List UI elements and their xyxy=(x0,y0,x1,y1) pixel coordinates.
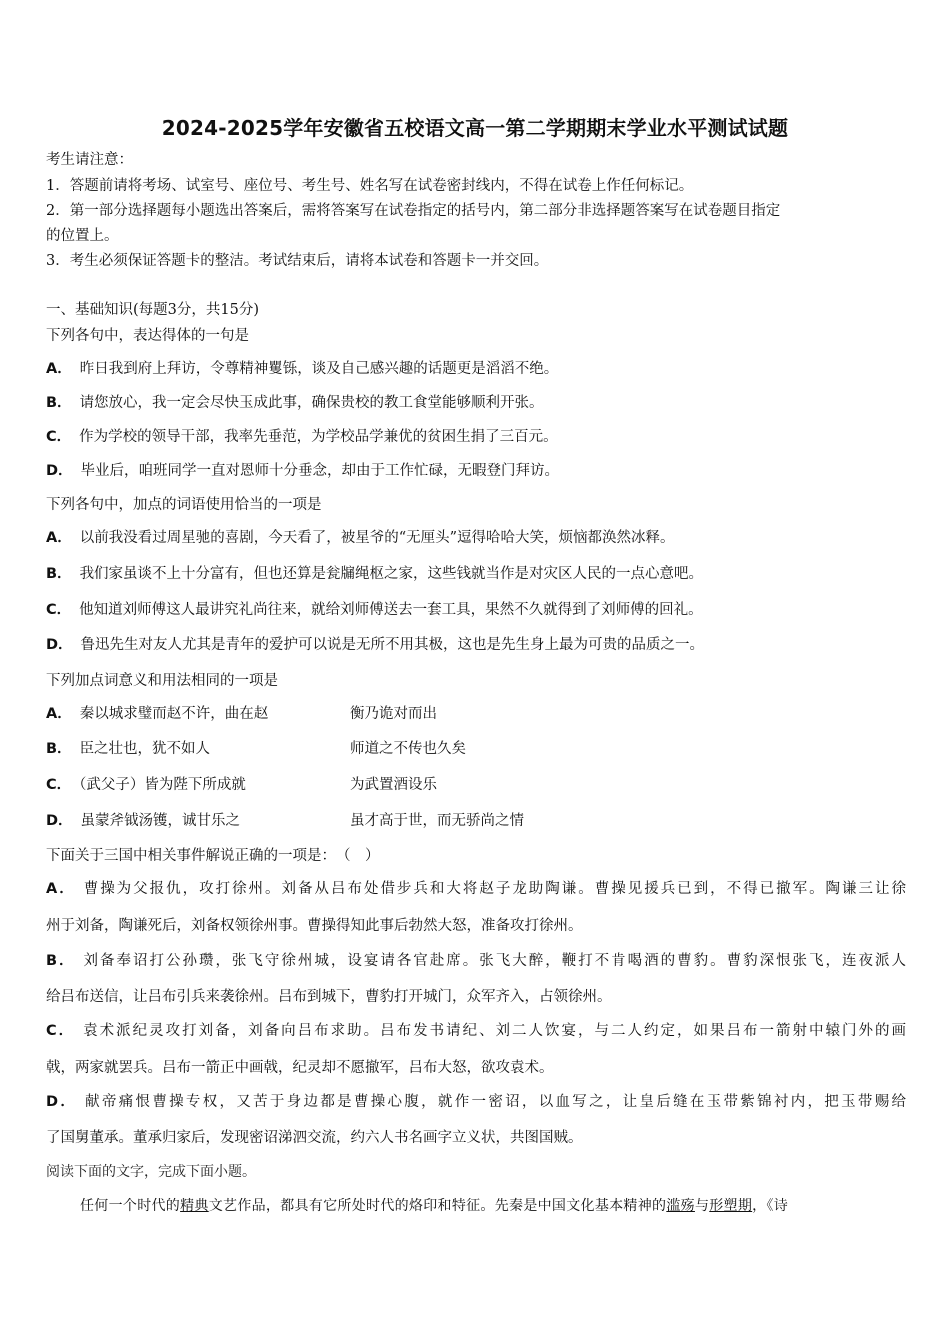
q3-option-d-right: 虽才高于世，而无骄尚之情 xyxy=(350,813,524,829)
notice-item-3: 3．考生必须保证答题卡的整洁。考试结束后，请将本试卷和答题卡一并交回。 xyxy=(46,253,549,269)
q2-option-d xyxy=(46,635,704,655)
q3-stem: 下列加点词意义和用法相同的一项是 xyxy=(46,673,278,689)
passage-text: 任何一个时代的 xyxy=(80,1198,181,1214)
option-text: 作为学校的领导干部，我率先垂范，为学校品学兼优的贫困生捐了三百元。 xyxy=(79,429,558,445)
underlined-word: 滥殇 xyxy=(666,1198,695,1214)
q2-stem: 下列各句中，加点的词语使用恰当的一项是 xyxy=(46,497,322,513)
option-text-left: 虽蒙斧钺汤镬，诚甘乐之 xyxy=(80,813,241,829)
option-text: 毕业后，咱班同学一直对恩师十分垂念，却由于工作忙碌，无暇登门拜访。 xyxy=(80,463,560,479)
option-text: 他知道刘师傅这人最讲究礼尚往来，就给刘师傅送去一套工具，果然不久就得到了刘师傅的回礼。 xyxy=(79,602,703,618)
option-label: B． xyxy=(46,953,76,969)
option-label: A． xyxy=(46,881,76,897)
option-text: 请您放心，我一定会尽快玉成此事，确保贵校的教工食堂能够顺利开张。 xyxy=(79,395,544,411)
section-heading: 一、基础知识(每题3分，共15分) xyxy=(46,302,259,318)
q4-option-d xyxy=(46,1092,906,1112)
option-text: 献帝痛恨曹操专权，又苦于身边都是曹操心腹，就作一密诏，以血写之，让皇后缝在玉带紫锦衬内，把玉带赐给 xyxy=(85,1094,906,1110)
option-label: D． xyxy=(46,813,73,829)
option-label: D． xyxy=(46,637,73,653)
q4-option-b-cont: 给吕布送信，让吕布引兵来袭徐州。吕布到城下，曹豹打开城门，众军齐入，占领徐州。 xyxy=(46,989,612,1005)
passage-text: 文艺作品，都具有它所处时代的烙印和特征。先秦是中国文化基本精神的 xyxy=(208,1198,667,1214)
option-label: C． xyxy=(46,429,72,445)
q3-option-c xyxy=(46,775,246,795)
option-label: A． xyxy=(46,530,72,546)
passage-text: 与 xyxy=(694,1198,710,1214)
q3-option-b-right: 师道之不传也久矣 xyxy=(350,741,466,757)
q4-stem: 下面关于三国中相关事件解说正确的一项是： （ ） xyxy=(46,848,380,864)
option-label: A． xyxy=(46,361,72,377)
q2-option-c xyxy=(46,600,703,620)
page-title: 2024-2025学年安徽省五校语文高一第二学期期末学业水平测试试题 xyxy=(161,116,789,140)
option-label: D． xyxy=(46,463,73,479)
notice-item-2: 2．第一部分选择题每小题选出答案后，需将答案写在试卷指定的括号内，第二部分非选择题答案写在试卷题目指定 xyxy=(46,203,781,219)
q3-option-a xyxy=(46,704,268,724)
q1-stem: 下列各句中，表达得体的一句是 xyxy=(46,328,249,344)
option-label: C． xyxy=(46,1023,76,1039)
option-text: 我们家虽谈不上十分富有，但也还算是瓮牖绳枢之家，这些钱就当作是对灾区人民的一点心意吧。 xyxy=(79,566,704,582)
q2-option-b xyxy=(46,564,703,584)
option-text: 鲁迅先生对友人尤其是青年的爱护可以说是无所不用其极，这也是先生身上最为可贵的品质之一。 xyxy=(80,637,705,653)
option-text-left: 臣之壮也，犹不如人 xyxy=(79,741,211,757)
option-text: 曹操为父报仇，攻打徐州。刘备从吕布处借步兵和大将赵子龙助陶谦。曹操见援兵已到，不得已撤军。陶谦三让徐 xyxy=(83,881,906,897)
q4-option-b xyxy=(46,951,906,971)
option-label: D． xyxy=(46,1094,78,1110)
q1-option-d xyxy=(46,461,559,481)
option-text: 昨日我到府上拜访，令尊精神矍铄，谈及自己感兴趣的话题更是滔滔不绝。 xyxy=(79,361,559,377)
q1-option-a xyxy=(46,359,558,379)
option-label: A． xyxy=(46,706,72,722)
option-text-left: 秦以城求璧而赵不许，曲在赵 xyxy=(79,706,269,722)
option-label: B． xyxy=(46,741,72,757)
option-text: 以前我没看过周星驰的喜剧，今天看了，被星爷的“无厘头”逗得哈哈大笑，烦恼都涣然冰释。 xyxy=(79,530,675,546)
q4-option-a-cont: 州于刘备，陶谦死后，刘备权领徐州事。曹操得知此事后勃然大怒，准备攻打徐州。 xyxy=(46,918,583,934)
q3-option-c-right: 为武置酒设乐 xyxy=(350,777,437,793)
reading-passage xyxy=(80,1196,788,1216)
q3-option-a-right: 衡乃诡对而出 xyxy=(350,706,437,722)
q4-option-c-cont: 戟，两家就罢兵。吕布一箭正中画戟，纪灵却不愿撤军，吕布大怒，欲攻袁术。 xyxy=(46,1060,554,1076)
notice-heading: 考生请注意： xyxy=(46,152,133,168)
q2-option-a xyxy=(46,528,675,548)
reading-instruction: 阅读下面的文字，完成下面小题。 xyxy=(46,1164,256,1180)
underlined-word: 精典 xyxy=(180,1198,209,1214)
option-label: B． xyxy=(46,395,72,411)
option-label: C． xyxy=(46,777,72,793)
option-label: C． xyxy=(46,602,72,618)
option-label: B． xyxy=(46,566,72,582)
option-text: 刘备奉诏打公孙瓒，张飞守徐州城，设宴请各官赴席。张飞大醉，鞭打不肯喝酒的曹豹。曹豹深恨张飞，连夜派人 xyxy=(83,953,906,969)
q4-option-c xyxy=(46,1021,906,1041)
q1-option-c xyxy=(46,427,558,447)
q3-option-b xyxy=(46,739,210,759)
q3-option-d xyxy=(46,811,240,831)
q4-option-d-cont: 了国舅董承。董承归家后，发现密诏涕泗交流，约六人书名画字立义状，共图国贼。 xyxy=(46,1130,583,1146)
q4-option-a xyxy=(46,879,906,899)
underlined-word: 形塑期 xyxy=(709,1198,753,1214)
option-text-left: （武父子）皆为陛下所成就 xyxy=(79,777,246,793)
option-text: 袁术派纪灵攻打刘备，刘备向吕布求助。吕布发书请纪、刘二人饮宴，与二人约定，如果吕布一箭射中辕门外的画 xyxy=(83,1023,906,1039)
q1-option-b xyxy=(46,393,544,413)
passage-text: ，《诗 xyxy=(752,1198,789,1214)
notice-item-2-cont: 的位置上。 xyxy=(46,228,119,244)
notice-item-1: 1．答题前请将考场、试室号、座位号、考生号、姓名写在试卷密封线内，不得在试卷上作任何标记。 xyxy=(46,178,694,194)
